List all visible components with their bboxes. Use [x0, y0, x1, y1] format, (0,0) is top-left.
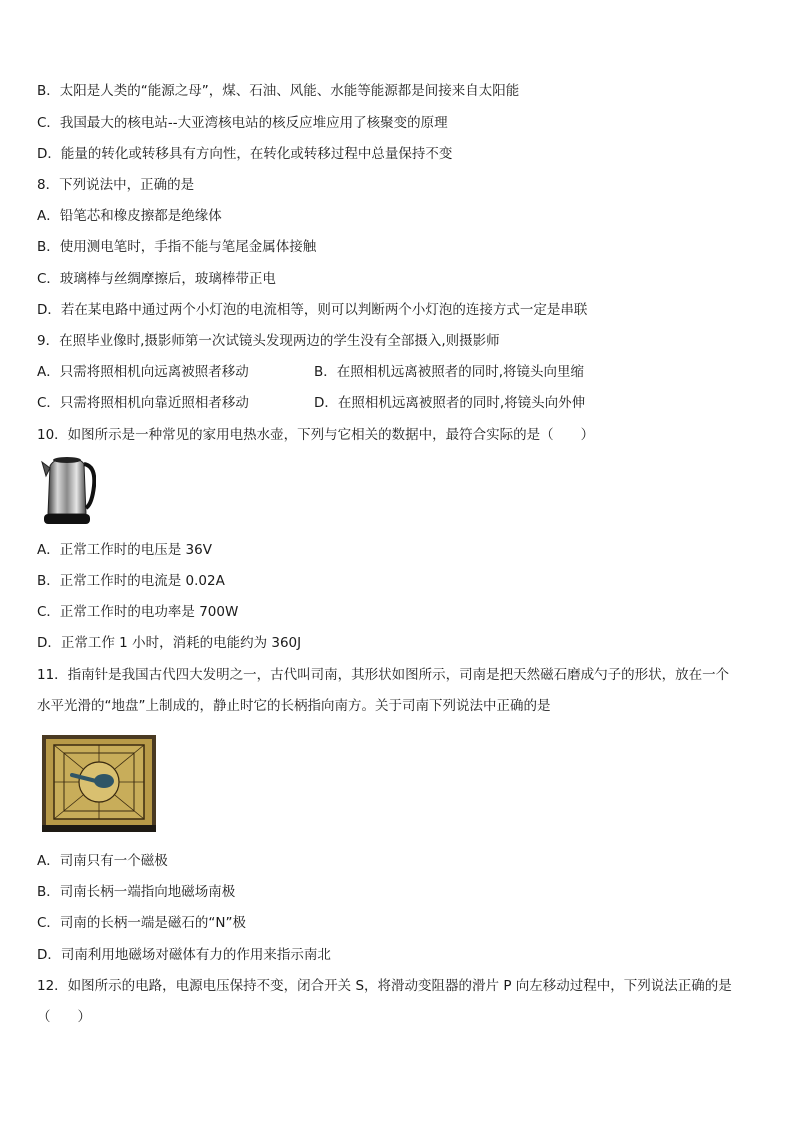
q7-option-b: B．太阳是人类的“能源之母”，煤、石油、风能、水能等能源都是间接来自太阳能 [37, 83, 520, 99]
q12-stem-line1: 12．如图所示的电路，电源电压保持不变，闭合开关 S，将滑动变阻器的滑片 P 向左移动过程中，下列说法正确的是 [37, 978, 732, 994]
q10-option-b: B．正常工作时的电流是 0.02A [37, 573, 225, 589]
q9-option-d: D．在照相机远离被照者的同时,将镜头向外伸 [314, 395, 586, 411]
q10-option-a: A．正常工作时的电压是 36V [37, 542, 212, 558]
q8-option-b: B．使用测电笔时，手指不能与笔尾金属体接触 [37, 239, 317, 255]
q7-option-d: D．能量的转化或转移具有方向性，在转化或转移过程中总量保持不变 [37, 146, 453, 162]
q10-option-d: D．正常工作 1 小时，消耗的电能约为 360J [37, 635, 302, 651]
q11-option-d: D．司南利用地磁场对磁体有力的作用来指示南北 [37, 947, 331, 963]
q11-option-a: A．司南只有一个磁极 [37, 853, 168, 869]
q8-option-a: A．铅笔芯和橡皮擦都是绝缘体 [37, 208, 222, 224]
q7-option-c: C．我国最大的核电站--大亚湾核电站的核反应堆应用了核聚变的原理 [37, 115, 448, 131]
q11-stem-line2: 水平光滑的“地盘”上制成的，静止时它的长柄指向南方。关于司南下列说法中正确的是 [37, 698, 551, 714]
q9-option-b: B．在照相机远离被照者的同时,将镜头向里缩 [314, 364, 585, 380]
q9-option-a: A．只需将照相机向远离被照者移动 [37, 364, 249, 380]
q10-stem: 10．如图所示是一种常见的家用电热水壶，下列与它相关的数据中，最符合实际的是（ ） [37, 427, 595, 443]
q8-stem: 8．下列说法中，正确的是 [37, 177, 195, 193]
q8-option-c: C．玻璃棒与丝绸摩擦后，玻璃棒带正电 [37, 271, 276, 287]
q9-option-c: C．只需将照相机向靠近照相者移动 [37, 395, 249, 411]
sinan-compass-image [42, 735, 156, 832]
q9-stem: 9．在照毕业像时,摄影师第一次试镜头发现两边的学生没有全部摄入,则摄影师 [37, 333, 500, 349]
q8-option-d: D．若在某电路中通过两个小灯泡的电流相等，则可以判断两个小灯泡的连接方式一定是串联 [37, 302, 588, 318]
q11-option-c: C．司南的长柄一端是磁石的“N”极 [37, 915, 247, 931]
q11-option-b: B．司南长柄一端指向地磁场南极 [37, 884, 236, 900]
electric-kettle-image [40, 452, 96, 530]
q10-option-c: C．正常工作时的电功率是 700W [37, 604, 239, 620]
q12-stem-line2: （ ） [37, 1009, 91, 1025]
q11-stem-line1: 11．指南针是我国古代四大发明之一，古代叫司南，其形状如图所示，司南是把天然磁石磨成勺子的形状，放在一个 [37, 667, 730, 683]
